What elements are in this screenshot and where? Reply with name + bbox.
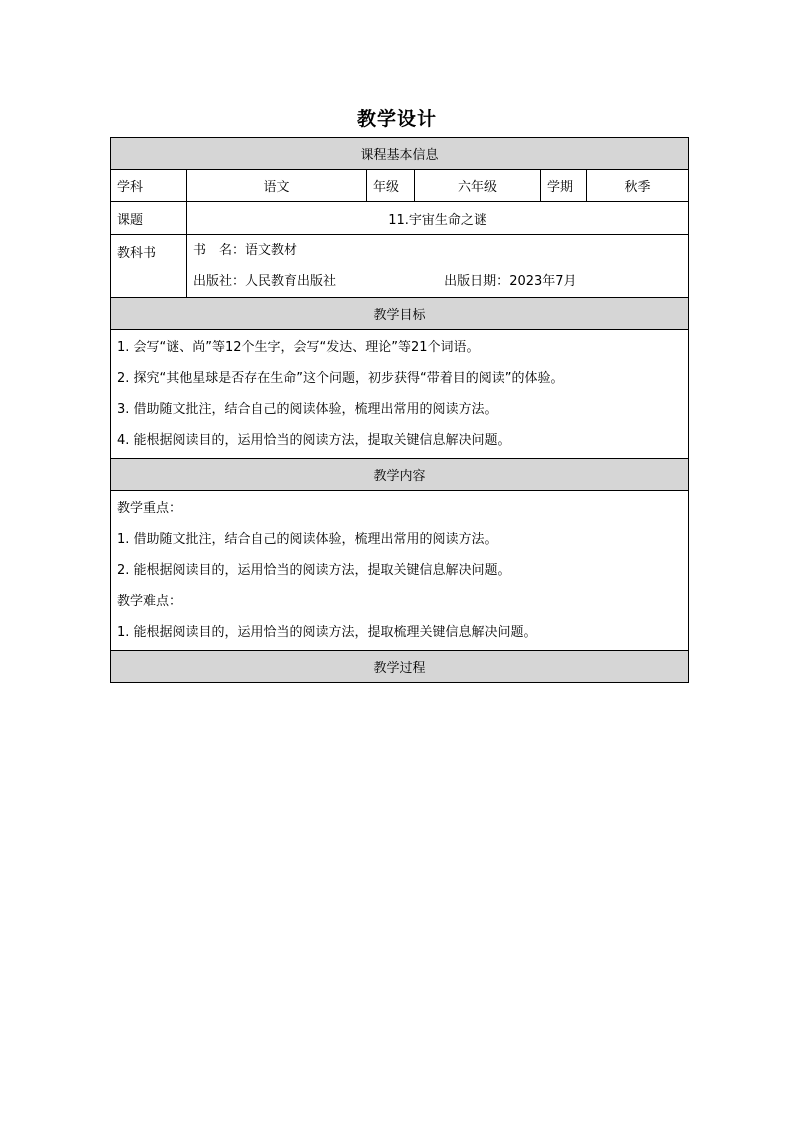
textbook-label: 教科书 [111, 235, 187, 298]
objectives-row [111, 330, 689, 459]
section-objectives: 教学目标 [111, 298, 689, 330]
section-process: 教学过程 [111, 651, 689, 683]
publisher-label: 出版社： [193, 274, 246, 289]
lesson-plan-table [110, 137, 689, 683]
pub-date-label: 出版日期： [444, 274, 510, 289]
difficult-point-item: 1. 能根据阅读目的，运用恰当的阅读方法，提取梳理关键信息解决问题。 [117, 625, 537, 640]
section-content: 教学内容 [111, 459, 689, 491]
grade-value: 六年级 [415, 170, 541, 202]
content-row [111, 491, 689, 651]
publisher-value: 人民教育出版社 [245, 274, 337, 289]
basic-info-row [111, 170, 689, 202]
book-name-value: 语文教材 [245, 243, 298, 258]
textbook-info [187, 235, 689, 298]
term-label: 学期 [541, 170, 587, 202]
objective-item: 1. 会写“谜、尚”等12个生字，会写“发达、理论”等21个词语。 [117, 340, 480, 355]
book-name-line [187, 235, 688, 266]
objectives-list [111, 330, 689, 459]
section-header-row [111, 138, 689, 170]
grade-label: 年级 [367, 170, 415, 202]
difficult-points-label: 教学难点： [117, 594, 183, 609]
key-point-item: 2. 能根据阅读目的，运用恰当的阅读方法，提取关键信息解决问题。 [117, 563, 511, 578]
publisher-line [187, 266, 688, 297]
section-header-row [111, 298, 689, 330]
section-header-row [111, 651, 689, 683]
topic-label: 课题 [111, 202, 187, 235]
subject-value: 语文 [187, 170, 367, 202]
pub-date-value: 2023年7月 [509, 274, 577, 289]
textbook-row [111, 235, 689, 298]
objective-item: 2. 探究“其他星球是否存在生命”这个问题，初步获得“带着目的阅读”的体验。 [117, 371, 564, 386]
document-title: 教学设计 [356, 108, 437, 130]
key-point-item: 1. 借助随文批注，结合自己的阅读体验，梳理出常用的阅读方法。 [117, 532, 498, 547]
book-name-label: 书 名： [193, 243, 246, 258]
section-basic-info: 课程基本信息 [111, 138, 689, 170]
content-list [111, 491, 689, 651]
subject-label: 学科 [111, 170, 187, 202]
topic-value: 11.宇宙生命之谜 [187, 202, 689, 235]
key-points-label: 教学重点： [117, 501, 183, 516]
section-header-row [111, 459, 689, 491]
topic-row [111, 202, 689, 235]
objective-item: 4. 能根据阅读目的，运用恰当的阅读方法，提取关键信息解决问题。 [117, 433, 511, 448]
term-value: 秋季 [587, 170, 689, 202]
objective-item: 3. 借助随文批注，结合自己的阅读体验，梳理出常用的阅读方法。 [117, 402, 498, 417]
